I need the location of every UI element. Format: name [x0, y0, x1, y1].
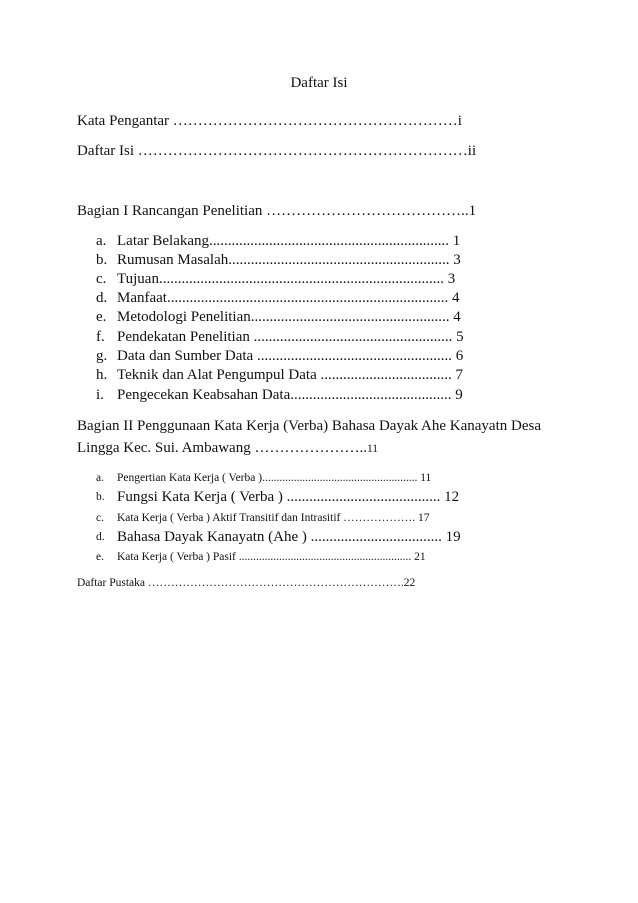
item-letter: d.: [96, 531, 105, 543]
item-text: Fungsi Kata Kerja ( Verba ) ......................................... 12: [117, 489, 460, 505]
item-text: Tujuan............................................................................ 3: [117, 271, 456, 287]
item-text: Bahasa Dayak Kanayatn (Ahe ) ................................... 19: [117, 529, 461, 545]
item-letter: a.: [96, 233, 107, 249]
heading-text: Lingga Kec. Sui. Ambawang …………………..: [77, 440, 367, 456]
item-text: Data dan Sumber Data .................................................... 6: [117, 348, 464, 364]
toc-bagian2-heading-line1: Bagian II Penggunaan Kata Kerja (Verba) Bahasa Dayak Ahe Kanayatn Desa: [77, 418, 541, 434]
item-letter: g.: [96, 348, 108, 364]
item-letter: i.: [96, 387, 104, 403]
item-text: Pengecekan Keabsahan Data........................................... 9: [117, 387, 463, 403]
item-letter: e.: [96, 309, 107, 325]
item-text: [117, 509, 429, 527]
page-title: Daftar Isi: [290, 75, 348, 91]
item-letter: h.: [96, 367, 108, 383]
item-letter: c.: [96, 271, 107, 287]
item-letter: b.: [96, 491, 105, 503]
item-text: Rumusan Masalah........................................................... 3: [117, 252, 461, 268]
item-text: Latar Belakang................................................................ 1: [117, 233, 461, 249]
item-text: Pendekatan Penelitian ..................................................... 5: [117, 329, 464, 345]
item-text: Kata Kerja ( Verba ) Pasif ............................................................ 21: [117, 551, 426, 563]
heading-page-number: 11: [366, 443, 379, 455]
item-text: Manfaat........................................................................... 4: [117, 290, 460, 306]
item-letter: a.: [96, 472, 104, 484]
item-text: Pengertian Kata Kerja ( Verba )...................................................... 11: [117, 472, 432, 484]
item-letter: f.: [96, 329, 105, 345]
toc-bagian1-heading: Bagian I Rancangan Penelitian …………………………………..1: [77, 203, 477, 219]
item-text: Metodologi Penelitian..................................................... 4: [117, 309, 461, 325]
item-text: Teknik dan Alat Pengumpul Data ................................... 7: [117, 367, 463, 383]
item-letter: d.: [96, 290, 108, 306]
item-text-main: Kata Kerja ( Verba ) Aktif Transitif dan Intrasitif ………………. 17: [117, 512, 430, 524]
toc-daftar-isi: Daftar Isi …………………………………………………………ii: [77, 143, 477, 159]
toc-bagian2-heading-line2: [77, 439, 378, 458]
item-letter: c.: [96, 512, 104, 524]
toc-kata-pengantar: Kata Pengantar …………………………………………………i: [77, 113, 462, 129]
toc-daftar-pustaka: Daftar Pustaka ………………………………………………………….22: [77, 577, 416, 589]
item-letter: b.: [96, 252, 108, 268]
item-letter: e.: [96, 551, 104, 563]
